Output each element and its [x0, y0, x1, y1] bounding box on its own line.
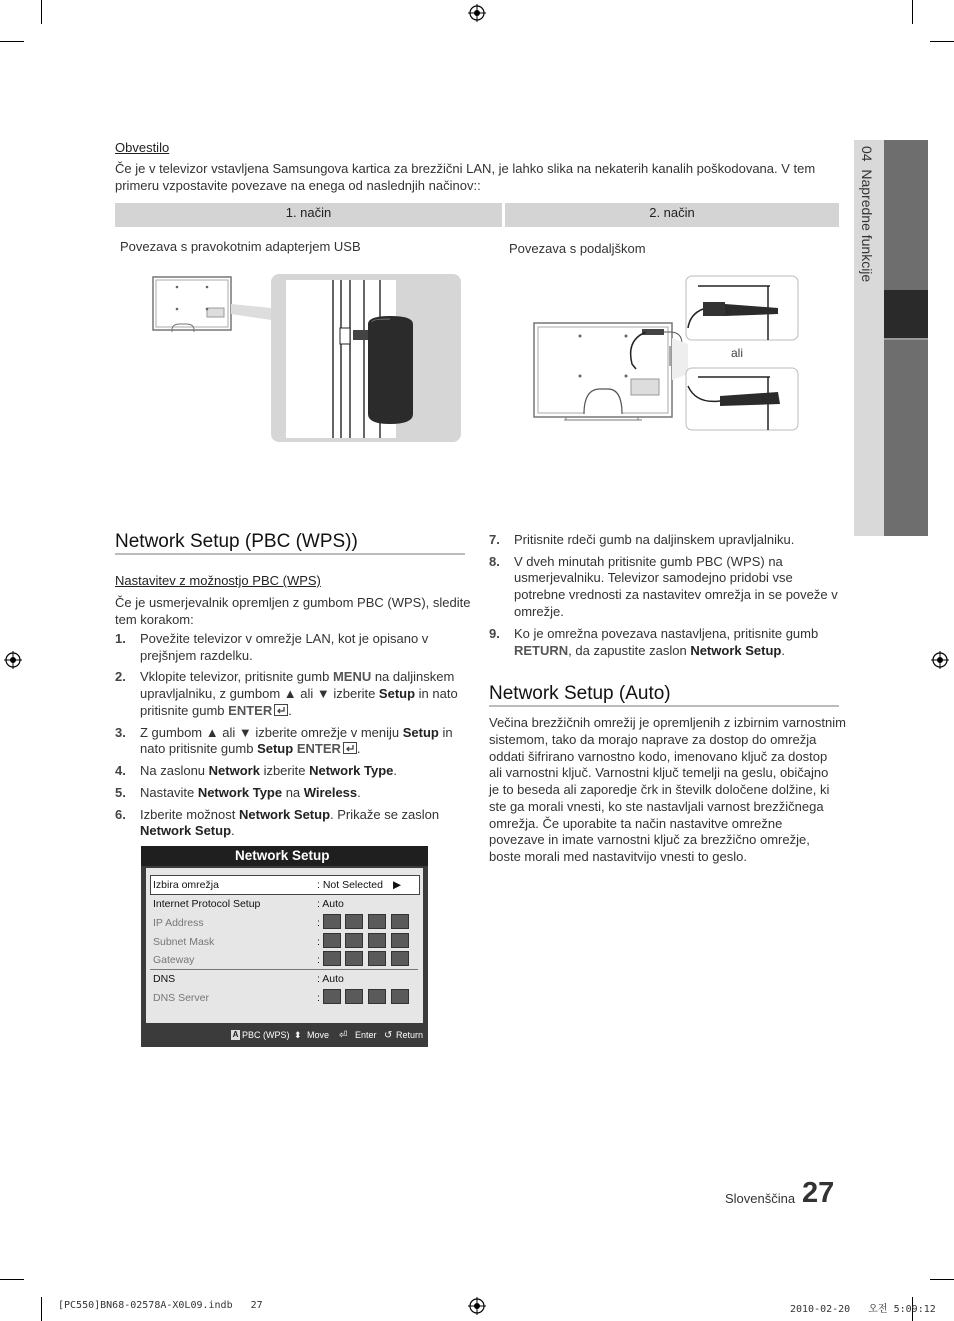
- side-tab-separator: [884, 338, 928, 340]
- method-1-header: 1. način: [115, 203, 502, 227]
- auto-paragraph-line: Večina brezžičnih omrežij je opremljenih z izbirnim varnostnim: [489, 715, 846, 730]
- osd-value: : Auto: [317, 973, 344, 985]
- notice-line: primeru vzpostavite povezave na enega od naslednjih načinov::: [115, 178, 481, 193]
- enter-icon: [274, 704, 288, 716]
- step-text: Povežite televizor v omrežje LAN, kot je opisano v: [140, 631, 429, 646]
- auto-paragraph-line: omrežja. Če uporabite ta način nastavitve omrežne: [489, 816, 783, 831]
- osd-octet: [345, 933, 363, 948]
- network-setup-osd: [141, 846, 428, 1047]
- step-number: 5.: [115, 785, 126, 800]
- crop-mark: [930, 1279, 954, 1280]
- chapter-side-tab: [854, 140, 928, 536]
- osd-value: : Auto: [317, 898, 344, 910]
- crop-mark: [930, 41, 954, 42]
- crop-mark: [0, 41, 24, 42]
- osd-octet: [323, 989, 341, 1004]
- osd-pbc-label[interactable]: PBC (WPS): [242, 1030, 290, 1040]
- or-label: ali: [731, 346, 744, 360]
- return-icon: ↺: [384, 1030, 393, 1041]
- step-number: 8.: [489, 554, 500, 569]
- step-text: Izberite možnost Network Setup. Prikaže se zaslon: [140, 807, 440, 822]
- step-number: 9.: [489, 626, 500, 641]
- auto-paragraph-line: povezave in imate varnostni ključ za brezžično omrežje,: [489, 832, 810, 847]
- osd-octet: [391, 989, 409, 1004]
- registration-mark-icon: [468, 1297, 486, 1315]
- method-2-caption: Povezava s podaljškom: [509, 241, 646, 256]
- notice-line: Če je v televizor vstavljena Samsungova kartica za brezžični LAN, je lahko slika na nekaterih kanalih poškodovana. V tem: [115, 161, 816, 176]
- osd-move-label: Move: [307, 1030, 330, 1040]
- osd-octet: [368, 933, 386, 948]
- step-text: potrebne vrednosti za nastavitev omrežja in se poveže v: [514, 587, 838, 602]
- osd-octet: [368, 914, 386, 929]
- registration-mark-icon: [468, 4, 486, 22]
- method-2-header: 2. način: [505, 203, 839, 227]
- osd-octet: [368, 951, 386, 966]
- osd-panel: [146, 868, 423, 1023]
- step-number: 7.: [489, 532, 500, 547]
- osd-row-ip-address: IP Address: [153, 917, 204, 929]
- pbc-subheading: Nastavitev z možnostjo PBC (WPS): [115, 573, 321, 588]
- osd-value: :: [317, 992, 320, 1004]
- step-text: Network Setup.: [140, 823, 235, 838]
- enter-icon: [343, 742, 357, 754]
- auto-paragraph-line: je to beseda ali zaporedje črk in številk določene dolžine, ki: [489, 782, 830, 797]
- osd-octet: [391, 933, 409, 948]
- step-text: Nastavite Network Type na Wireless.: [140, 785, 361, 800]
- step-text: Vklopite televizor, pritisnite gumb MENU na daljinskem: [140, 669, 455, 684]
- language-label: Slovenščina: [725, 1191, 796, 1206]
- osd-title: Network Setup: [141, 846, 428, 866]
- osd-octet: [345, 914, 363, 929]
- osd-value: : Not Selected: [317, 879, 383, 891]
- step-text: nato pritisnite gumb Setup ENTER .: [140, 741, 361, 756]
- step-text: upravljalniku, z gumbom ▲ ali ▼ izberite Setup in nato: [140, 686, 458, 701]
- osd-row-subnet: Subnet Mask: [153, 936, 215, 948]
- step-number: 1.: [115, 631, 126, 646]
- step-text: Ko je omrežna povezava nastavljena, pritisnite gumb: [514, 626, 819, 641]
- notice-title: Obvestilo: [115, 140, 170, 155]
- osd-divider: [150, 969, 418, 970]
- heading-rule: [489, 705, 839, 707]
- osd-octet: [391, 914, 409, 929]
- osd-octet: [368, 989, 386, 1004]
- osd-row-ip-setup[interactable]: Internet Protocol Setup: [153, 898, 261, 910]
- step-text: usmerjevalniku. Televizor samodejno pridobi vse: [514, 570, 793, 585]
- osd-octet: [323, 933, 341, 948]
- step-number: 4.: [115, 763, 126, 778]
- auto-paragraph-line: ali varnostni ključ. Varnostni ključ temelji na geslu, običajno: [489, 765, 829, 780]
- step-text: Z gumbom ▲ ali ▼ izberite omrežje v meniju Setup in: [140, 725, 453, 740]
- crop-mark: [912, 0, 913, 24]
- step-number: 6.: [115, 807, 126, 822]
- crop-mark: [41, 0, 42, 24]
- method-1-caption: Povezava s pravokotnim adapterjem USB: [120, 239, 361, 254]
- osd-row-network: Izbira omrežja: [153, 879, 219, 891]
- pbc-heading: Network Setup (PBC (WPS)): [115, 531, 358, 552]
- date-info: 2010-02-20 오전 5:09:12: [790, 1304, 936, 1315]
- step-text: RETURN, da zapustite zaslon Network Setup.: [514, 643, 785, 658]
- osd-enter-label: Enter: [355, 1030, 377, 1040]
- osd-octet: [391, 951, 409, 966]
- pbc-intro: Če je usmerjevalnik opremljen z gumbom PBC (WPS), sledite: [115, 595, 471, 610]
- step-text: prejšnjem razdelku.: [140, 648, 253, 663]
- step-text: V dveh minutah pritisnite gumb PBC (WPS) na: [514, 554, 783, 569]
- osd-value: :: [317, 954, 320, 966]
- auto-heading: Network Setup (Auto): [489, 683, 671, 704]
- pbc-intro: tem korakom:: [115, 612, 194, 627]
- step-number: 3.: [115, 725, 126, 740]
- heading-rule: [115, 553, 465, 555]
- auto-paragraph-line: sistemom, tako da morajo naprave za dostop do omrežja: [489, 732, 817, 747]
- registration-mark-icon: [931, 651, 949, 669]
- osd-row-dns-server: DNS Server: [153, 992, 210, 1004]
- usb-adapter-illustration: [150, 272, 465, 444]
- crop-mark: [41, 1297, 42, 1321]
- osd-row-dns[interactable]: DNS: [153, 973, 176, 985]
- extension-cable-illustration: [530, 274, 802, 434]
- osd-footer: [141, 1024, 428, 1047]
- step-text: pritisnite gumb ENTER .: [140, 703, 292, 718]
- enter-icon: ⏎: [339, 1030, 348, 1041]
- move-icon: ⬍: [294, 1030, 302, 1040]
- osd-octet: [323, 914, 341, 929]
- side-tab-marker: [884, 290, 928, 338]
- auto-paragraph-line: ste ga morali vnesti, ko ste nastavljali varnost brezžičnega: [489, 799, 824, 814]
- osd-value: :: [317, 917, 320, 929]
- osd-row-gateway: Gateway: [153, 954, 195, 966]
- file-info: [PC550]BN68-02578A-X0L09.indb 27: [58, 1300, 263, 1311]
- side-tab-label: 04 Napredne funkcije: [859, 146, 875, 283]
- registration-mark-icon: [4, 651, 22, 669]
- step-number: 2.: [115, 669, 126, 684]
- osd-value: :: [317, 936, 320, 948]
- osd-arrow-icon: ▶: [393, 879, 402, 891]
- step-text: Na zaslonu Network izberite Network Type.: [140, 763, 397, 778]
- step-text: Pritisnite rdeči gumb na daljinskem upravljalniku.: [514, 532, 795, 547]
- crop-mark: [0, 1279, 24, 1280]
- auto-paragraph-line: boste morali med nastavitvijo vnesti to geslo.: [489, 849, 747, 864]
- step-text: omrežje.: [514, 604, 564, 619]
- a-button-icon: A: [232, 1030, 239, 1039]
- page-number: 27: [802, 1177, 835, 1209]
- osd-return-label: Return: [396, 1030, 424, 1040]
- auto-paragraph-line: oddati šifrirano varnostno kodo, imenovano ključ za dostop: [489, 749, 828, 764]
- osd-octet: [345, 989, 363, 1004]
- osd-octet: [345, 951, 363, 966]
- osd-octet: [323, 951, 341, 966]
